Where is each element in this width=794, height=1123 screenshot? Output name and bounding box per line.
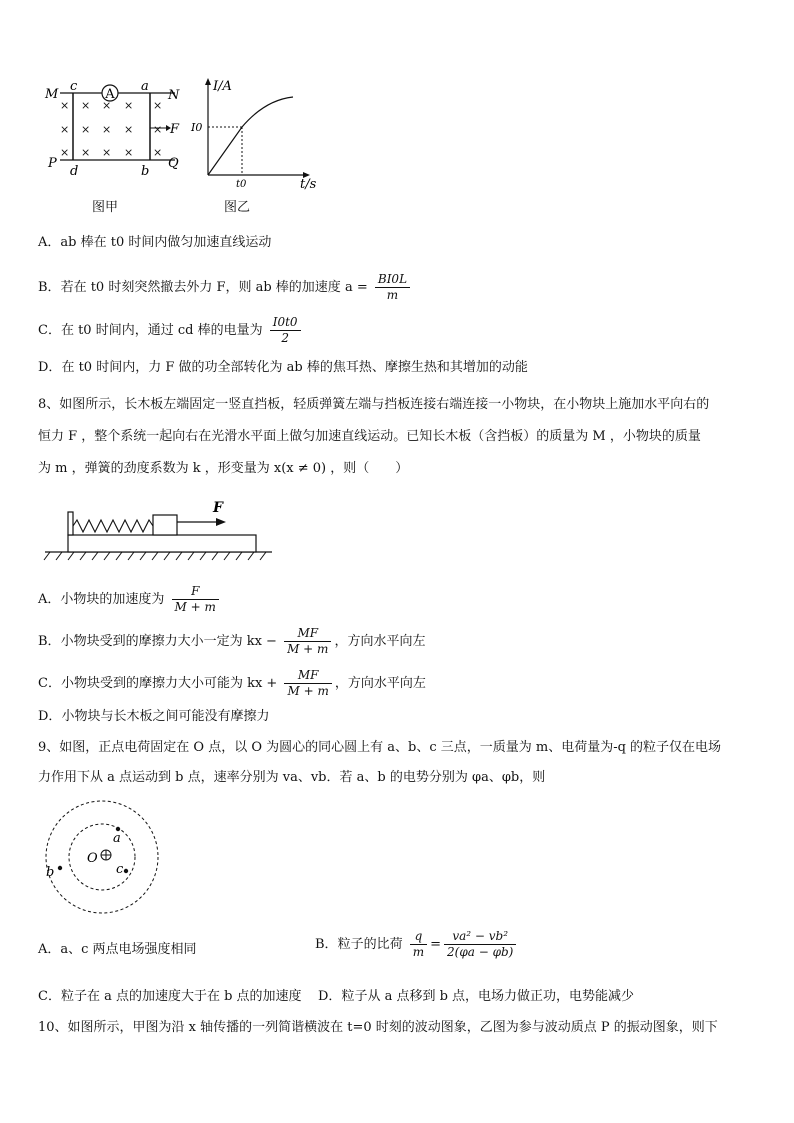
q8-option-b: B．小物块受到的摩擦力大小一定为 kx − $\frac{MF}{M + m}$ ，方向水平向左 [38, 626, 426, 656]
fraction: $\frac{MF}{M + m}$ [284, 668, 331, 699]
ammeter-label: A [105, 87, 115, 102]
label-M: M [45, 87, 59, 102]
label-a: a [113, 831, 121, 846]
graph-ylabel: I/A [213, 79, 232, 94]
svg-text:×: × [60, 99, 70, 112]
q9-option-b: B．粒子的比荷 $\frac{q}{m}$ = $\frac{\text{va² − vb²}}{2(\varphi a - \varphi b)}$ [315, 929, 519, 960]
svg-text:×: × [81, 146, 91, 159]
label-c: c [116, 862, 124, 877]
label-N: N [168, 88, 180, 103]
svg-text:×: × [102, 99, 112, 112]
fraction: $\frac{\text{va² − vb²}}{2(\varphi a - \varphi b)}$ [444, 929, 516, 960]
fraction: $\frac{q}{m}$ [410, 929, 427, 960]
q9-stem-line1: 9、如图，正点电荷固定在 O 点，以 O 为圆心的同心圆上有 a、b、c 三点，一质量为 m、电荷量为-q 的粒子仅在电场 [38, 740, 722, 755]
label-P: P [48, 156, 57, 171]
svg-text:×: × [102, 146, 112, 159]
q10-stem-line1: 10、如图所示，甲图为沿 x 轴传播的一列简谐横波在 t=0 时刻的波动图象，乙图为参与波动质点 P 的振动图象，则下 [38, 1020, 718, 1035]
circuit-figure [40, 78, 185, 188]
q8-option-a: A．小物块的加速度为 $\frac{F}{M + m}$ [38, 584, 222, 615]
graph-t0: t0 [236, 179, 247, 190]
q7-option-b: B．若在 t0 时刻突然撤去外力 F，则 ab 棒的加速度 a = $\frac{BI0L}{m}$ [38, 272, 413, 303]
svg-text:×: × [153, 123, 163, 136]
svg-text:×: × [60, 123, 70, 136]
graph-I0: I0 [191, 121, 203, 134]
label-b: b [141, 164, 150, 179]
caption-jia: 图甲 [92, 200, 119, 215]
q9-option-d: D．粒子从 a 点移到 b 点，电场力做正功，电势能减少 [318, 989, 635, 1004]
fraction: $\frac{BI0L}{m}$ [375, 272, 410, 303]
label-F: F [170, 122, 180, 137]
svg-text:×: × [81, 99, 91, 112]
graph-xlabel: t/s [300, 177, 317, 190]
svg-text:×: × [124, 99, 134, 112]
fraction: $\frac{I0t0}{2}$ [270, 315, 301, 346]
force-label: F [213, 500, 223, 516]
concentric-circles-figure [40, 798, 165, 918]
spring-block-figure [40, 498, 275, 568]
q8-option-c: C．小物块受到的摩擦力大小可能为 kx + $\frac{MF}{M + m}$ ，方向水平向左 [38, 668, 426, 698]
q7-option-a: A．ab 棒在 t0 时间内做匀加速直线运动 [38, 235, 272, 250]
svg-text:×: × [124, 146, 134, 159]
q8-option-d: D．小物块与长木板之间可能没有摩擦力 [38, 709, 270, 724]
fraction: $\frac{MF}{M + m}$ [284, 626, 331, 657]
current-time-graph [190, 75, 330, 190]
q9-stem-line2: 力作用下从 a 点运动到 b 点，速率分别为 va、vb．若 a、b 的电势分别为 φa、φb，则 [38, 770, 546, 785]
q9-option-c: C．粒子在 a 点的加速度大于在 b 点的加速度 [38, 989, 302, 1004]
label-c: c [70, 79, 78, 94]
svg-text:×: × [81, 123, 91, 136]
q9-option-a: A．a、c 两点电场强度相同 [38, 942, 197, 957]
svg-text:×: × [102, 123, 112, 136]
svg-text:×: × [60, 146, 70, 159]
label-b: b [46, 865, 55, 880]
q8-stem-line1: 8、如图所示，长木板左端固定一竖直挡板，轻质弹簧左端与挡板连接右端连接一小物块，在小物块上施加水平向右的 [38, 397, 710, 412]
label-d: d [70, 164, 79, 179]
label-O: O [87, 851, 98, 866]
caption-yi: 图乙 [224, 200, 251, 215]
fraction: $\frac{F}{M + m}$ [172, 584, 219, 615]
q7-option-c: C．在 t0 时间内，通过 cd 棒的电量为 $\frac{I0t0}{2}$ [38, 315, 304, 346]
q8-stem-line3: 为 m ，弹簧的劲度系数为 k ，形变量为 x(x ≠ 0) ，则（ ） [38, 461, 409, 476]
svg-text:×: × [153, 146, 163, 159]
svg-text:×: × [153, 99, 163, 112]
q7-option-d: D．在 t0 时间内，力 F 做的功全部转化为 ab 棒的焦耳热、摩擦生热和其增加的动能 [38, 360, 528, 375]
label-Q: Q [168, 156, 179, 171]
q8-stem-line2: 恒力 F ，整个系统一起向右在光滑水平面上做匀加速直线运动。已知长木板（含挡板）的质量为 M ，小物块的质量 [38, 429, 701, 444]
svg-text:×: × [124, 123, 134, 136]
label-a: a [141, 79, 149, 94]
